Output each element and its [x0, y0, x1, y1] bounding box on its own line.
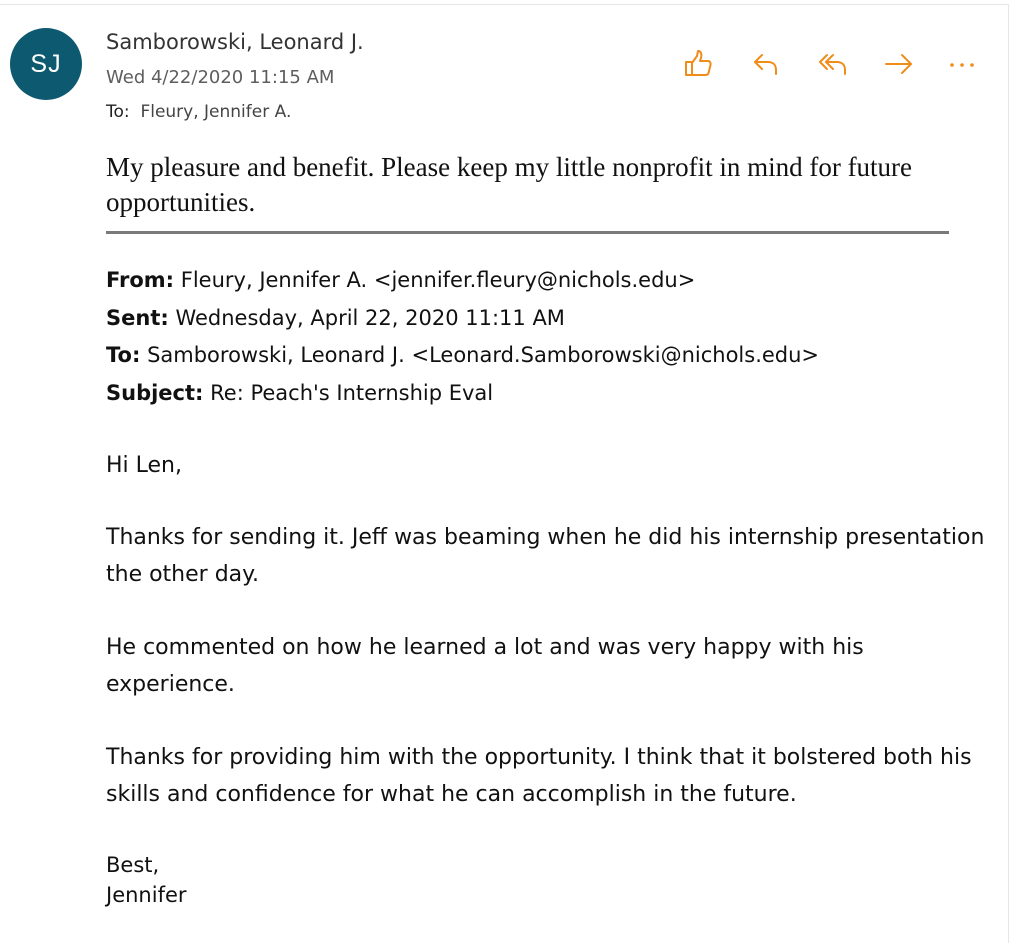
recipient-name[interactable]: Fleury, Jennifer A. [140, 102, 292, 122]
quoted-sent-line [106, 300, 986, 338]
thumbs-up-icon [681, 47, 715, 81]
message-actions-toolbar [676, 44, 986, 84]
more-actions-button[interactable] [942, 44, 982, 84]
quoted-paragraph-2 [106, 629, 986, 703]
quote-divider [106, 231, 949, 234]
quoted-from-line [106, 262, 986, 300]
avatar-initials: SJ [30, 49, 62, 78]
signature-name: Jennifer [106, 883, 187, 907]
reply-all-button[interactable] [813, 44, 853, 84]
avatar[interactable] [10, 28, 82, 100]
subject-label: Subject: [106, 380, 204, 405]
paragraph-3: Thanks for providing him with the opportunity. I think that it bolstered both his skills and confidence for what he can accomplish in the future. [106, 745, 972, 807]
reply-icon [749, 47, 783, 81]
reply-all-icon [816, 47, 850, 81]
sender-name[interactable]: Samborowski, Leonard J. [106, 30, 364, 54]
quoted-paragraph-3 [106, 739, 986, 813]
closing: Best, [106, 853, 160, 877]
message-date: Wed 4/22/2020 11:15 AM [106, 67, 335, 88]
signature-block [106, 850, 187, 910]
forward-button[interactable] [879, 44, 919, 84]
quoted-to-line [106, 337, 986, 375]
to-label: To: [106, 102, 130, 122]
quoted-header [106, 262, 986, 412]
quoted-to-value: Samborowski, Leonard J. <Leonard.Samborowski@nichols.edu> [147, 343, 820, 367]
reply-button[interactable] [746, 44, 786, 84]
reply-text: My pleasure and benefit. Please keep my little nonprofit in mind for future opportunities. [106, 152, 913, 217]
sent-label: Sent: [106, 305, 169, 330]
from-value: Fleury, Jennifer A. <jennifer.fleury@nichols.edu> [180, 268, 696, 292]
quoted-subject-line [106, 375, 986, 413]
paragraph-2: He commented on how he learned a lot and was very happy with his experience. [106, 635, 864, 697]
quoted-paragraph-1 [106, 519, 986, 593]
forward-arrow-icon [882, 47, 916, 81]
quoted-to-label: To: [106, 343, 141, 367]
right-border [1008, 4, 1009, 943]
greeting: Hi Len, [106, 453, 182, 478]
sent-value: Wednesday, April 22, 2020 11:11 AM [175, 305, 565, 330]
reply-message-body [106, 150, 956, 220]
quoted-greeting-block [106, 447, 986, 484]
subject-value: Re: Peach's Internship Eval [210, 380, 494, 405]
more-dots-icon [945, 47, 979, 81]
like-button[interactable] [678, 44, 718, 84]
from-label: From: [106, 268, 175, 292]
paragraph-1: Thanks for sending it. Jeff was beaming when he did his internship presentation the other day. [106, 525, 985, 587]
recipient-line [106, 102, 291, 122]
top-border [0, 4, 1008, 5]
